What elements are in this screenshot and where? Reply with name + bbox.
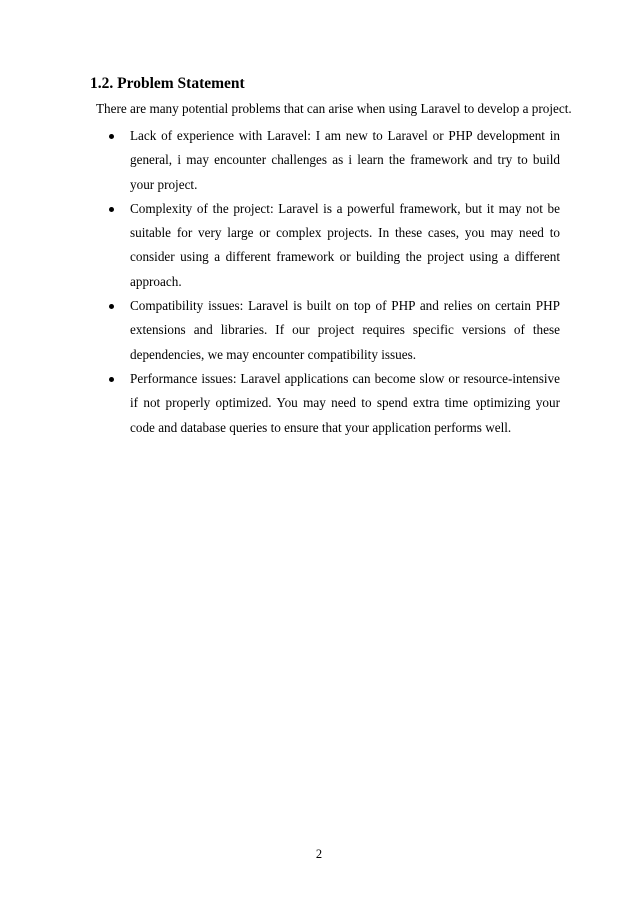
intro-paragraph: There are many potential problems that can arise when using Laravel to develop a project. — [96, 101, 572, 116]
bullet-icon — [109, 377, 114, 382]
list-item-text: Lack of experience with Laravel: I am new to Laravel or PHP development in general, i may encounter challenges as i learn the framework and try to build your project. — [130, 128, 560, 192]
page-number: 2 — [315, 847, 323, 861]
list-item-text: Complexity of the project: Laravel is a powerful framework, but it may not be suitable for very large or complex projects. In these cases, you may need to consider using a different framework or building the project using a different approach. — [130, 200, 560, 289]
problem-list — [90, 124, 560, 440]
list-item — [90, 367, 560, 440]
list-item — [90, 124, 560, 197]
list-item — [90, 197, 560, 294]
list-item-text: Compatibility issues: Laravel is built on top of PHP and relies on certain PHP extensions and libraries. If our project requires specific versions of these dependencies, we may encounter compatibility issues. — [130, 298, 560, 362]
list-item — [90, 294, 560, 367]
bullet-icon — [109, 207, 114, 212]
bullet-icon — [109, 304, 114, 309]
bullet-icon — [109, 134, 114, 139]
list-item-text: Performance issues: Laravel applications can become slow or resource-intensive if not properly optimized. You may need to spend extra time optimizing your code and database queries to ensure that your application performs well. — [130, 370, 560, 435]
section-heading: 1.2. Problem Statement — [90, 75, 245, 92]
